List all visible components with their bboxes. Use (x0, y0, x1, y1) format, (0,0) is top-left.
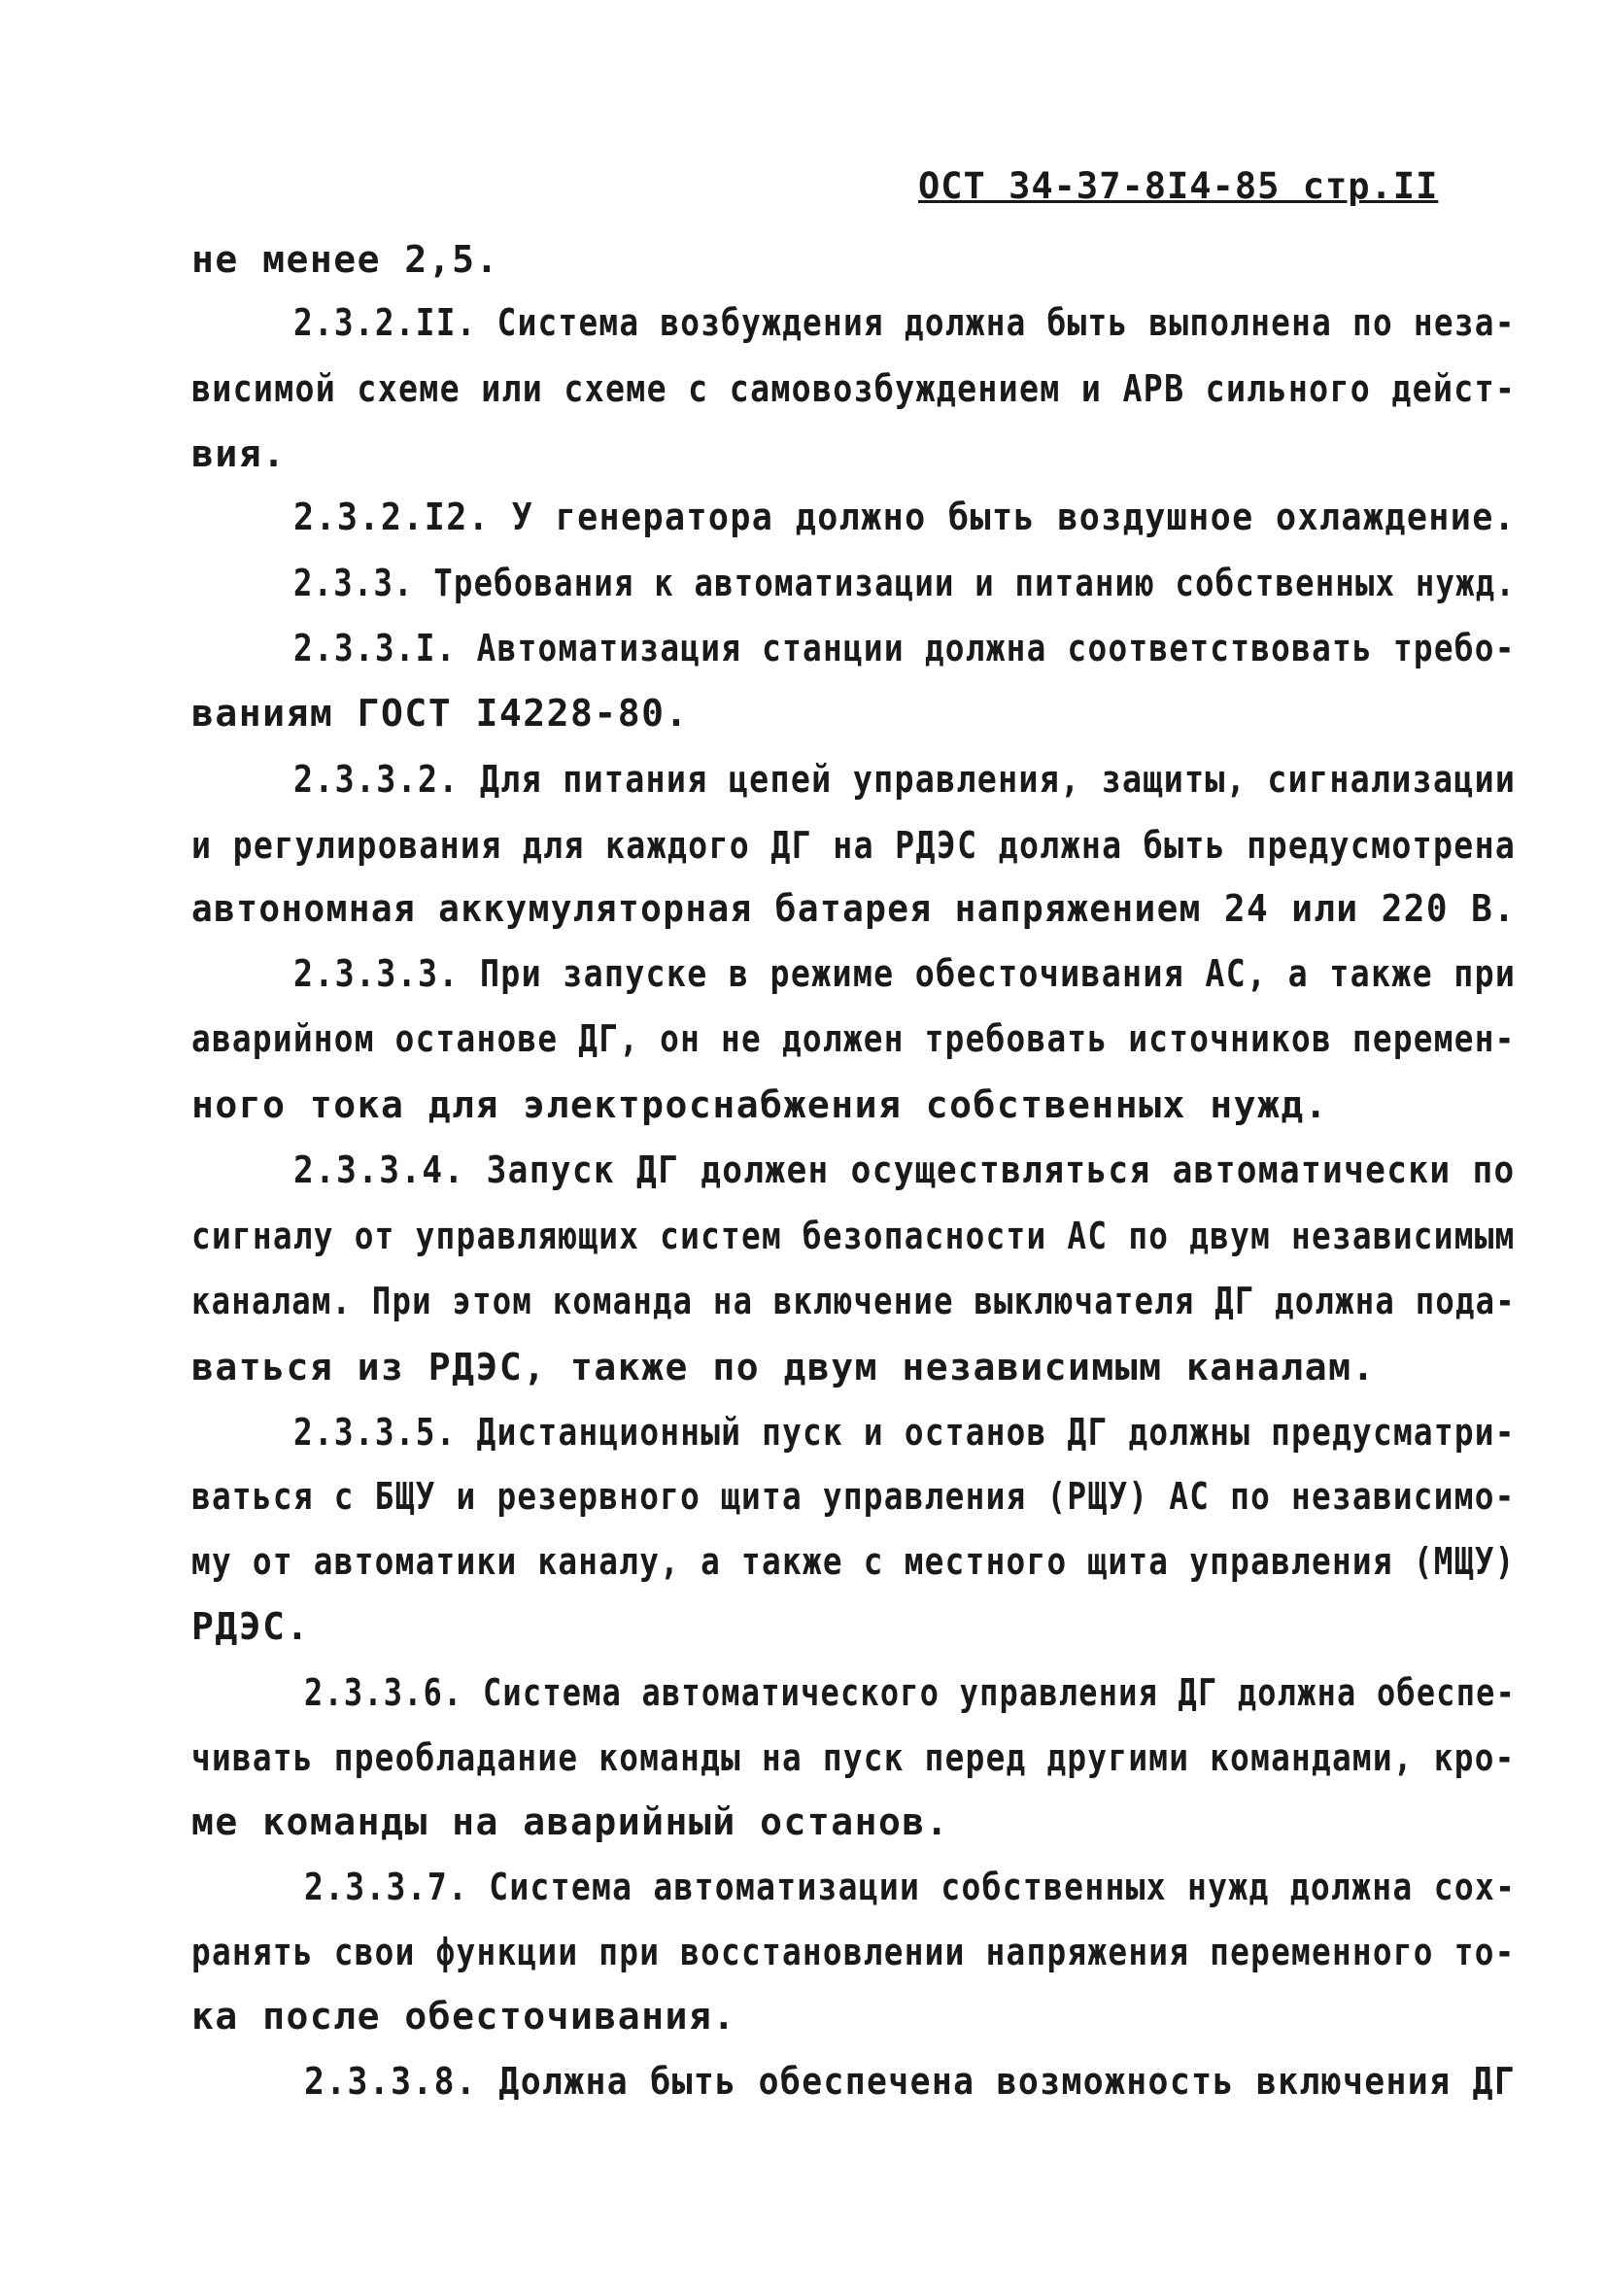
text-line: 2.3.3.6. Система автоматического управления ДГ должна обеспе- (304, 1671, 1517, 1714)
text-line: ваться из РДЭС, также по двум независимым каналам. (191, 1346, 1376, 1388)
text-line: ранять свои функции при восстановлении напряжения переменного то- (191, 1931, 1516, 1973)
text-line: РДЭС. (191, 1605, 310, 1648)
text-line: висимой схеме или схеме с самовозбуждением и АРВ сильного дейст- (191, 367, 1517, 410)
text-line: сигналу от управляющих систем безопасности АС по двум независимым (191, 1215, 1516, 1257)
text-line: 2.3.3.2. Для питания цепей управления, защиты, сигнализации (293, 758, 1517, 801)
text-line: 2.3.3.I. Автоматизация станции должна соответствовать требо- (293, 627, 1516, 669)
text-line: и регулирования для каждого ДГ на РДЭС должна быть предусмотрена (191, 824, 1517, 867)
text-line: 2.3.3. Требования к автоматизации и питанию собственных нужд. (293, 562, 1517, 604)
text-line: ного тока для электроснабжения собственных нужд. (191, 1083, 1329, 1126)
text-line: 2.3.2.II. Система возбуждения должна быть выполнена по неза- (293, 301, 1516, 344)
text-line: 2.3.3.7. Система автоматизации собственных нужд должна сох- (304, 1866, 1517, 1908)
text-line: автономная аккумуляторная батарея напряжением 24 или 220 В. (191, 887, 1517, 930)
text-line: аварийном останове ДГ, он не должен требовать источников перемен- (191, 1017, 1516, 1060)
text-line: 2.3.3.5. Дистанционный пуск и останов ДГ должны предусматри- (293, 1411, 1516, 1454)
text-line: ка после обесточивания. (191, 1995, 736, 2038)
text-line: чивать преобладание команды на пуск перед другими командами, кро- (191, 1736, 1516, 1779)
text-line: 2.3.2.I2. У генератора должно быть воздушное охлаждение. (293, 496, 1517, 538)
text-line: ваниям ГОСТ I4228-80. (191, 692, 689, 735)
text-line: вия. (191, 432, 287, 475)
text-line: ме команды на аварийный останов. (191, 1800, 950, 1843)
text-line: 2.3.3.4. Запуск ДГ должен осуществляться автоматически по (293, 1148, 1516, 1191)
text-line: 2.3.3.8. Должна быть обеспечена возможность включения ДГ (304, 2060, 1517, 2103)
page-header: ОСТ 34-37-8I4-85 стр.II (918, 165, 1439, 207)
text-line: не менее 2,5. (191, 238, 499, 281)
text-line: му от автоматики каналу, а также с местного щита управления (МЩУ) (191, 1540, 1516, 1583)
text-line: каналам. При этом команда на включение выключателя ДГ должна пода- (191, 1280, 1516, 1322)
text-line: 2.3.3.3. При запуске в режиме обесточивания АС, а также при (293, 952, 1517, 995)
text-line: ваться с БЩУ и резервного щита управления (РЩУ) АС по независимо- (191, 1475, 1516, 1518)
